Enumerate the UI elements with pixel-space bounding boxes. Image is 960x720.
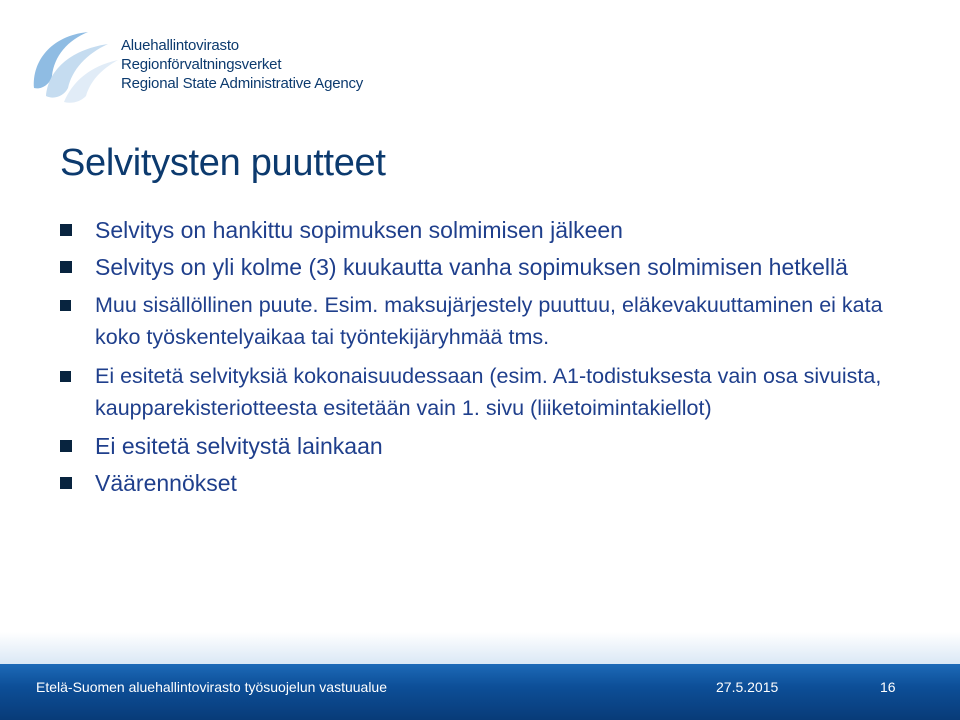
bullet-item [60, 468, 920, 498]
bullet-square-icon [60, 261, 72, 273]
bullet-square-icon [60, 477, 72, 489]
bullet-text: Väärennökset [95, 470, 237, 496]
bullet-text: Selvitys on yli kolme (3) kuukautta vanha sopimuksen solmimisen hetkellä [95, 254, 848, 280]
bullet-square-icon [60, 440, 72, 452]
bullet-item [60, 431, 920, 461]
slide-title: Selvitysten puutteet [60, 142, 386, 184]
logo-swirl-icon [28, 26, 120, 106]
footer-date: 27.5.2015 [716, 679, 779, 695]
bullet-item [60, 289, 920, 353]
bullet-square-icon [60, 300, 71, 311]
footer-organization: Etelä-Suomen aluehallintovirasto työsuojelun vastuualue [36, 679, 387, 695]
logo-text [121, 36, 363, 93]
bullet-item [60, 252, 920, 282]
agency-logo [28, 26, 388, 106]
bullet-item [60, 215, 920, 245]
logo-line-en: Regional State Administrative Agency [121, 75, 364, 92]
footer-bar [0, 664, 960, 720]
bullet-text: Muu sisällöllinen puute. Esim. maksujärjestely puuttuu, eläkevakuuttaminen ei kata koko työskentelyaikaa tai työntekijäryhmää tms. [95, 293, 883, 349]
bullet-item [60, 360, 920, 424]
footer-page-number: 16 [880, 679, 896, 695]
bullet-text: Ei esitetä selvitystä lainkaan [95, 433, 383, 459]
bullet-text: Selvitys on hankittu sopimuksen solmimisen jälkeen [95, 217, 623, 243]
logo-line-sv: Regionförvaltningsverket [121, 56, 282, 73]
bullet-list [60, 215, 920, 498]
logo-line-fi: Aluehallintovirasto [121, 37, 239, 54]
bullet-text: Ei esitetä selvityksiä kokonaisuudessaan (esim. A1-todistuksesta vain osa sivuista, kaupparekisteriotteesta esitetään vain 1. sivu (liiketoimintakiellot) [95, 364, 882, 420]
bullet-square-icon [60, 224, 72, 236]
footer-gradient-band [0, 632, 960, 666]
bullet-square-icon [60, 371, 71, 382]
